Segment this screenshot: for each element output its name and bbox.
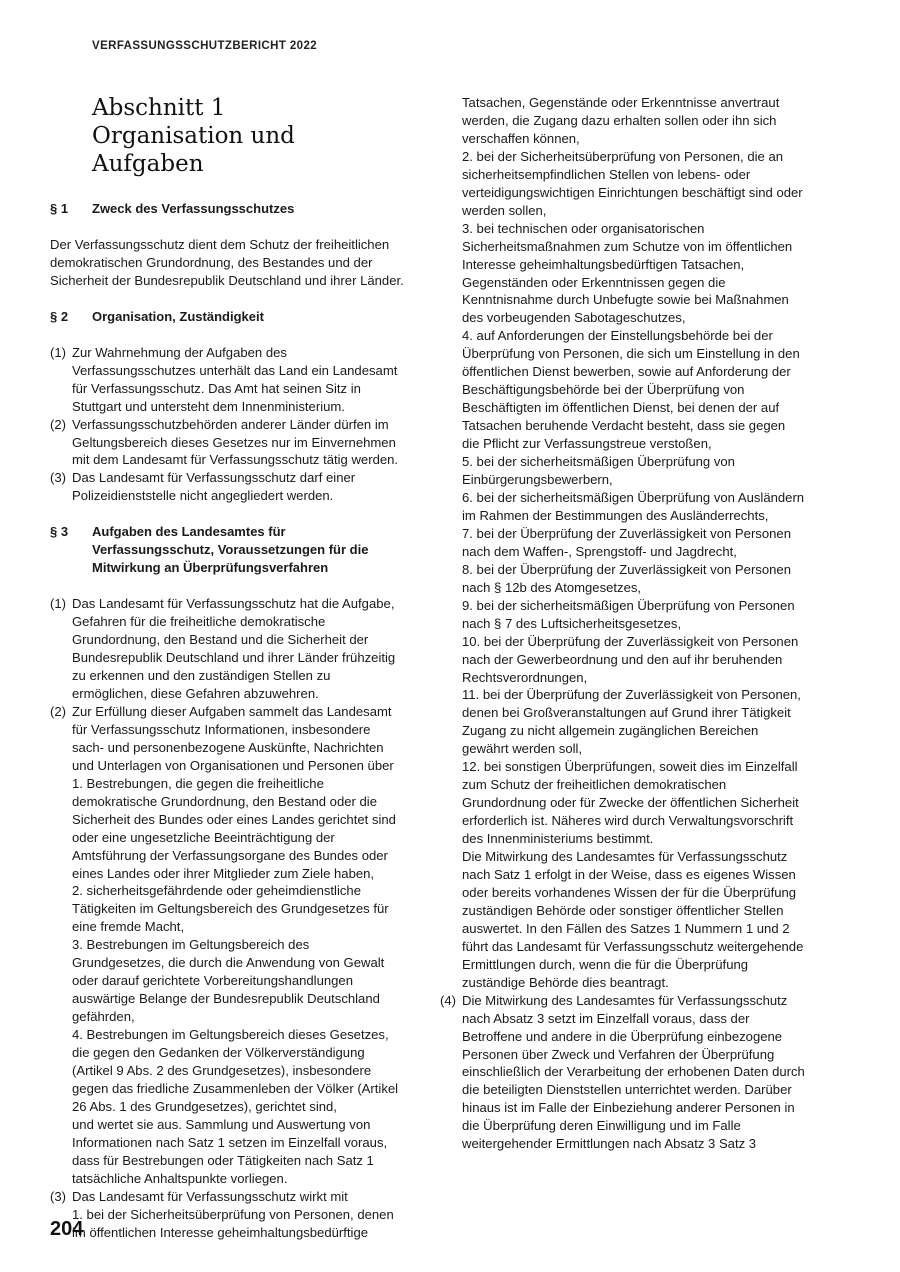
list-item: 3. bei technischen oder organisatorischen Sicherheitsmaßnahmen zum Schutze von im öffentlichen Interesse geheimhaltungsbedürftigen Tatsachen, Gegenständen oder Erkenntnissen gegen die Kenntnisnahme durch Unbefugte sowie bei Maßnahmen des vorbeugenden Sabotageschutzes,	[462, 220, 793, 326]
section-number: § 1	[50, 201, 69, 216]
paragraph-body	[72, 703, 404, 1188]
paragraph-number: (2)	[50, 703, 67, 719]
paragraph-text: Das Landesamt für Verfassungsschutz darf einer Polizeidienststelle nicht angegliedert werden.	[72, 470, 356, 504]
list-item: 2. sicherheitsgefährdende oder geheimdienstliche Tätigkeiten im Geltungsbereich des Grundgesetzes für eine fremde Macht,	[72, 883, 389, 935]
paragraph-text: Das Landesamt für Verfassungsschutz hat die Aufgabe, Gefahren für die freiheitliche demokratische Grundordnung, den Bestand und die Sicherheit der Bundesrepublik Deutschland und ihrer Länder frühzeitig zu erkennen und den zuständigen Stellen zu ermöglichen, diese Gefahren abzuwehren.	[72, 596, 396, 701]
list-item: 1. bei der Sicherheitsüberprüfung von Personen, denen im öffentlichen Interesse geheimhaltungsbedürftige	[72, 1206, 394, 1240]
paragraph-number: (2)	[50, 416, 67, 432]
list-item: 9. bei der sicherheitsmäßigen Überprüfung von Personen nach § 7 des Luftsicherheitsgesetzes,	[462, 597, 795, 631]
paragraph-intro: Das Landesamt für Verfassungsschutz wirkt mit	[72, 1188, 348, 1204]
paragraph-item	[50, 703, 404, 1188]
paragraph-number: (3)	[50, 1188, 67, 1204]
continued-text	[440, 94, 805, 992]
list-item: 2. bei der Sicherheitsüberprüfung von Personen, die an sicherheitsempfindlichen Stellen von lebens- oder verteidigungswichtigen Einrichtungen beschäftigt sind oder werden sollen,	[462, 148, 803, 218]
section-title: Organisation, Zuständigkeit	[92, 308, 264, 324]
section-2-heading	[50, 308, 404, 326]
paragraph-text: Die Mitwirkung des Landesamtes für Verfassungsschutz nach Absatz 3 setzt im Einzelfall voraus, dass der Betroffene und andere in die Überprüfung einbezogene Personen über Zweck und Verfahren der Überprüfung einschließlich der Verarbeitung der erhobenen Daten durch die beteiligten Dienststellen unterrichtet werden. Darüber hinaus ist im Falle der Einbeziehung anderer Personen in die Überprüfung deren Einwilligung und im Falle weitergehender Ermittlungen nach Absatz 3 Satz 3	[462, 992, 805, 1152]
list-item: 10. bei der Überprüfung der Zuverlässigkeit von Personen nach der Gewerbeordnung und den auf ihr beruhenden Rechtsverordnungen,	[462, 633, 799, 685]
section-3-paragraph-4	[440, 992, 805, 1154]
list-item: 6. bei der sicherheitsmäßigen Überprüfung von Ausländern im Rahmen der Bestimmungen des Ausländerrechts,	[462, 489, 805, 523]
paragraph-item	[50, 344, 404, 416]
list-item: 4. auf Anforderungen der Einstellungsbehörde bei der Überprüfung von Personen, die sich um Einstellung in den öffentlichen Dienst bewerben, sowie auf Anforderung der Beschäftigungsbehörde bei der Überprüfung von Beschäftigten im öffentlichen Dienst, bei denen der auf Tatsachen beruhende Verdacht besteht, dass sie gegen die Pflicht zur Verfassungstreue verstoßen,	[462, 328, 800, 452]
list-item: 11. bei der Überprüfung der Zuverlässigkeit von Personen, denen bei Großveranstaltungen auf Grund ihrer Tätigkeit Zugang zu nicht allgemein zugänglichen Bereichen gewährt werden soll,	[462, 687, 801, 757]
list-item: Tatsachen, Gegenstände oder Erkenntnisse anvertraut werden, die Zugang dazu erhalten sollen oder ihn sich verschaffen können,	[462, 95, 780, 146]
paragraph-text: Zur Wahrnehmung der Aufgaben des Verfassungsschutzes unterhält das Land ein Landesamt für Verfassungsschutz. Das Amt hat seinen Sitz in Stuttgart und untersteht dem Innenministerium.	[72, 344, 398, 414]
section-1-text: Der Verfassungsschutz dient dem Schutz der freiheitlichen demokratischen Grundordnung, des Bestandes und der Sicherheit der Bundesrepublik Deutschland und ihrer Länder.	[50, 236, 404, 288]
paragraph-item	[50, 1188, 404, 1242]
running-header: VERFASSUNGSSCHUTZBERICHT 2022	[92, 40, 318, 52]
right-column	[440, 94, 805, 1171]
section-title: Zweck des Verfassungsschutzes	[92, 201, 295, 216]
paragraph-number: (1)	[50, 344, 67, 360]
paragraph-number: (3)	[50, 470, 67, 486]
list-item: 3. Bestrebungen im Geltungsbereich des Grundgesetzes, die durch die Anwendung von Gewalt oder darauf gerichtete Vorbereitungshandlungen auswärtige Belange der Bundesrepublik Deutschland gefährden,	[72, 937, 385, 1025]
paragraph-outro: und wertet sie aus. Sammlung und Auswertung von Informationen nach Satz 1 setzen im Einzelfall voraus, dass für Bestrebungen oder Tätigkeiten nach Satz 1 tatsächliche Anhaltspunkte vorliegen.	[72, 1116, 388, 1186]
list-item: 8. bei der Überprüfung der Zuverlässigkeit von Personen nach § 12b des Atomgesetzes,	[462, 561, 791, 595]
chapter-title-line1: Abschnitt 1	[92, 95, 226, 121]
paragraph-item	[50, 595, 404, 703]
paragraph-item	[50, 416, 404, 470]
paragraph-item	[440, 992, 805, 1154]
paragraph-number: (1)	[50, 596, 67, 612]
list-item: 1. Bestrebungen, die gegen die freiheitliche demokratische Grundordnung, den Bestand oder die Sicherheit des Bundes oder eines Landes gerichtet sind oder eine ungesetzliche Beeinträchtigung der Amtsführung der Verfassungsorgane des Bundes oder eines Landes oder ihrer Mitglieder zum Ziele haben,	[72, 775, 396, 881]
chapter-title-line2: Organisation und Aufgaben	[92, 123, 295, 177]
list-item: 4. Bestrebungen im Geltungsbereich dieses Gesetzes, die gegen den Gedanken der Völkerverständigung (Artikel 9 Abs. 2 des Grundgesetzes), insbesondere gegen das friedliche Zusammenleben der Völker (Artikel 26 Abs. 1 des Grundgesetzes), gerichtet sind,	[72, 1027, 399, 1114]
section-3-paragraphs	[50, 595, 404, 1241]
page-number: 204	[50, 1218, 84, 1240]
paragraph-text: Die Mitwirkung des Landesamtes für Verfassungsschutz nach Satz 1 erfolgt in der Weise, dass es eigenes Wissen oder bereits vorhandenes Wissen der für die Überprüfung zuständigen Behörde oder sonstiger öffentlicher Stellen auswertet. In den Fällen des Satzes 1 Nummern 1 und 2 führt das Landesamt für Verfassungsschutz weitergehende Ermittlungen durch, wenn die für die Überprüfung zuständige Behörde dies beantragt.	[462, 849, 804, 990]
chapter-title	[92, 94, 404, 178]
section-number: § 2	[50, 308, 69, 324]
section-3-heading	[50, 523, 404, 577]
list-item: 7. bei der Überprüfung der Zuverlässigkeit von Personen nach dem Waffen-, Sprengstoff- und Jagdrecht,	[462, 525, 791, 559]
paragraph-body	[72, 1188, 404, 1242]
paragraph-number: (4)	[440, 992, 457, 1008]
section-title: Aufgaben des Landesamtes für Verfassungsschutz, Voraussetzungen für die Mitwirkung an Überprüfungsverfahren	[92, 524, 369, 576]
section-2-paragraphs	[50, 344, 404, 506]
paragraph-item	[50, 469, 404, 505]
paragraph-text: Verfassungsschutzbehörden anderer Länder dürfen im Geltungsbereich dieses Gesetzes nur im Einvernehmen mit dem Landesamt für Verfassungsschutz tätig werden.	[72, 416, 399, 468]
list-item: 5. bei der sicherheitsmäßigen Überprüfung von Einbürgerungsbewerbern,	[462, 454, 735, 488]
section-number: § 3	[50, 524, 69, 540]
left-column	[50, 94, 404, 1242]
section-1-heading	[50, 200, 404, 218]
list-item: 12. bei sonstigen Überprüfungen, soweit dies im Einzelfall zum Schutz der freiheitlichen demokratischen Grundordnung oder für Zwecke der öffentlichen Sicherheit erforderlich ist. Näheres wird durch Verwaltungsvorschrift des Innenministeriums bestimmt.	[462, 759, 799, 847]
paragraph-intro: Zur Erfüllung dieser Aufgaben sammelt das Landesamt für Verfassungsschutz Informationen, insbesondere sach- und personenbezogene Auskünfte, Nachrichten und Unterlagen von Organisationen und Personen über	[72, 703, 394, 773]
